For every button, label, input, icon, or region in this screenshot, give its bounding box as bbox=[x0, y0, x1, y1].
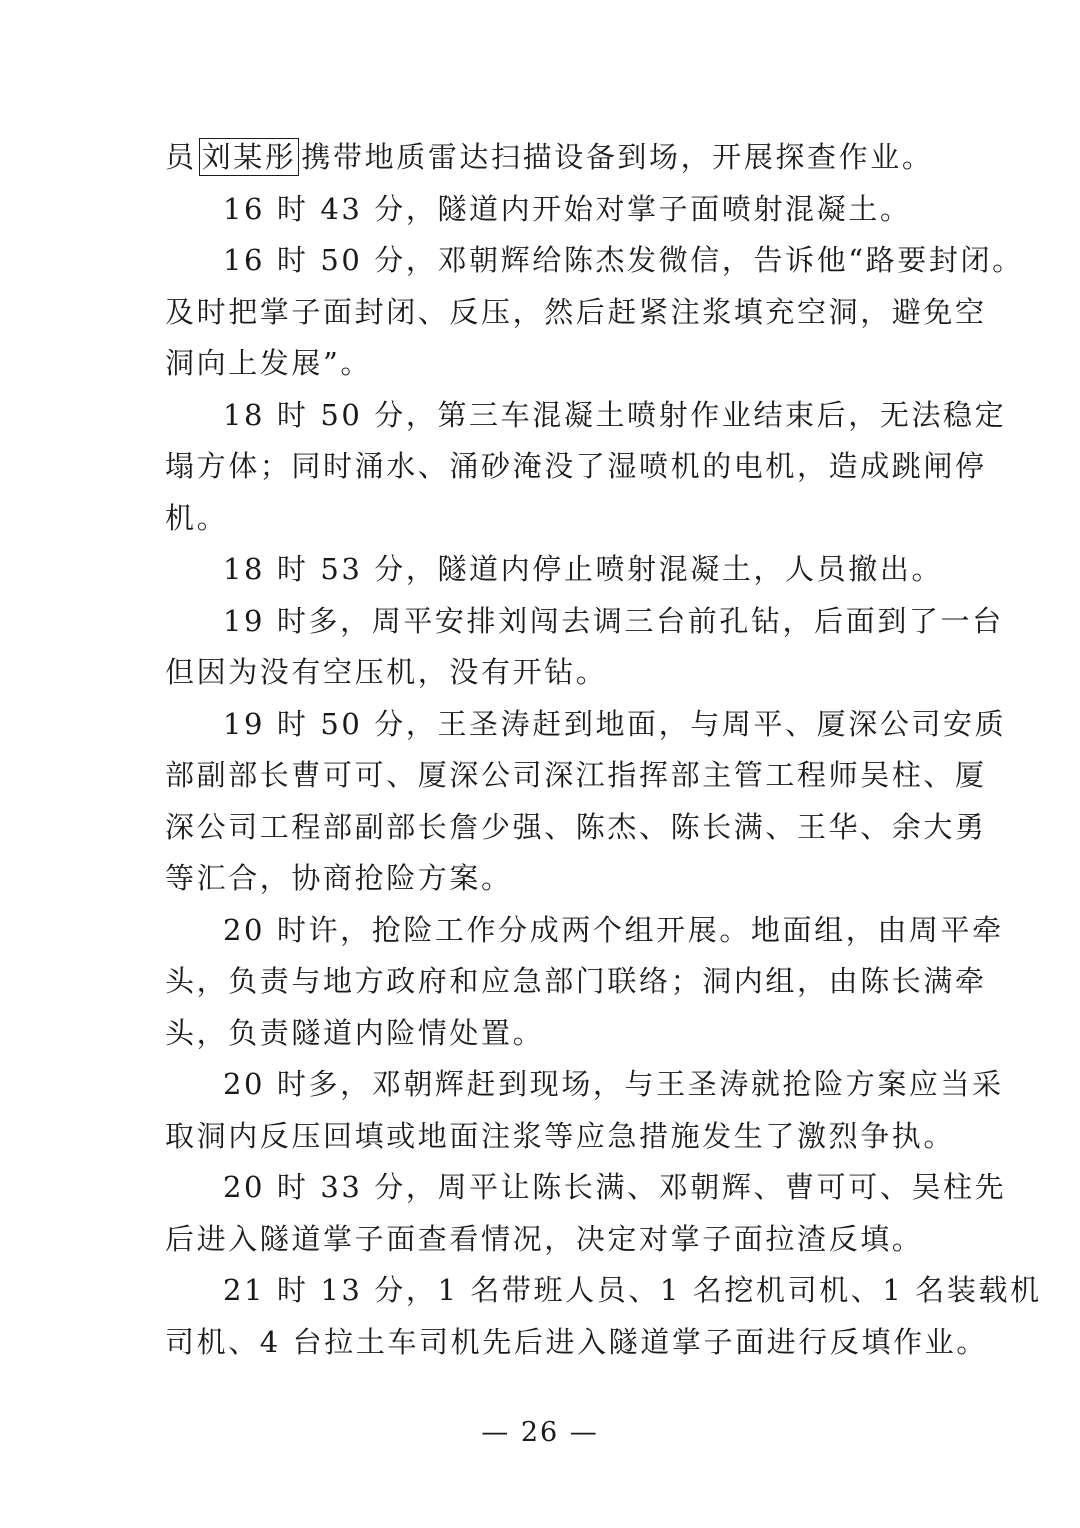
text-line: 洞向上发展”。 bbox=[165, 346, 373, 380]
text-line: 20 时多，邓朝辉赶到现场，与王圣涛就抢险方案应当采 bbox=[223, 1067, 1004, 1101]
text-line: 及时把掌子面封闭、反压，然后赶紧注浆填充空洞，避免空 bbox=[165, 294, 987, 329]
text-line: 但因为没有空压机，没有开钻。 bbox=[165, 655, 608, 689]
text-line: 16 时 50 分，邓朝辉给陈杰发微信，告诉他“路要封闭。 bbox=[223, 243, 1024, 277]
text-line: 头，负责与地方政府和应急部门联络；洞内组，由陈长满牵 bbox=[165, 964, 987, 998]
line-prefix: 员 bbox=[165, 140, 197, 174]
text-line: 16 时 43 分，隧道内开始对掌子面喷射混凝土。 bbox=[223, 191, 912, 226]
text-line: 21 时 13 分，1 名带班人员、1 名挖机司机、1 名装载机 bbox=[223, 1273, 1042, 1307]
text-line: 等汇合，协商抢险方案。 bbox=[165, 861, 513, 895]
text-line: 20 时 33 分，周平让陈长满、邓朝辉、曹可可、吴柱先 bbox=[223, 1170, 1007, 1204]
text-line: 后进入隧道掌子面查看情况，决定对掌子面拉渣反填。 bbox=[165, 1221, 924, 1256]
text-line-first bbox=[165, 132, 934, 184]
text-line: 司机、4 台拉土车司机先后进入隧道掌子面进行反填作业。 bbox=[165, 1324, 988, 1359]
text-line: 18 时 50 分，第三车混凝土喷射作业结束后，无法稳定 bbox=[223, 397, 1007, 432]
text-line: 深公司工程部副部长詹少强、陈杰、陈长满、王华、余大勇 bbox=[165, 809, 987, 844]
document-body bbox=[165, 132, 1042, 1368]
text-line: 头，负责隧道内险情处置。 bbox=[165, 1015, 545, 1050]
text-line: 塌方体；同时涌水、涌砂淹没了湿喷机的电机，造成跳闸停 bbox=[165, 449, 987, 483]
text-line: 19 时 50 分，王圣涛赶到地面，与周平、厦深公司安质 bbox=[223, 706, 1007, 741]
line-suffix: 携带地质雷达扫描设备到场，开展探查作业。 bbox=[301, 140, 934, 174]
text-line: 20 时许，抢险工作分成两个组开展。地面组，由周平牵 bbox=[223, 912, 1004, 947]
text-line: 部副部长曹可可、厦深公司深江指挥部主管工程师吴柱、厦 bbox=[165, 758, 987, 792]
text-line: 机。 bbox=[165, 500, 229, 535]
text-line: 取洞内反压回填或地面注浆等应急措施发生了激烈争执。 bbox=[165, 1118, 956, 1153]
page-number: — 26 — bbox=[481, 1417, 599, 1448]
text-line: 18 时 53 分，隧道内停止喷射混凝土，人员撤出。 bbox=[223, 552, 944, 586]
redacted-name-box: 刘某彤 bbox=[199, 138, 300, 176]
text-line: 19 时多，周平安排刘闯去调三台前孔钻，后面到了一台 bbox=[223, 603, 1004, 638]
